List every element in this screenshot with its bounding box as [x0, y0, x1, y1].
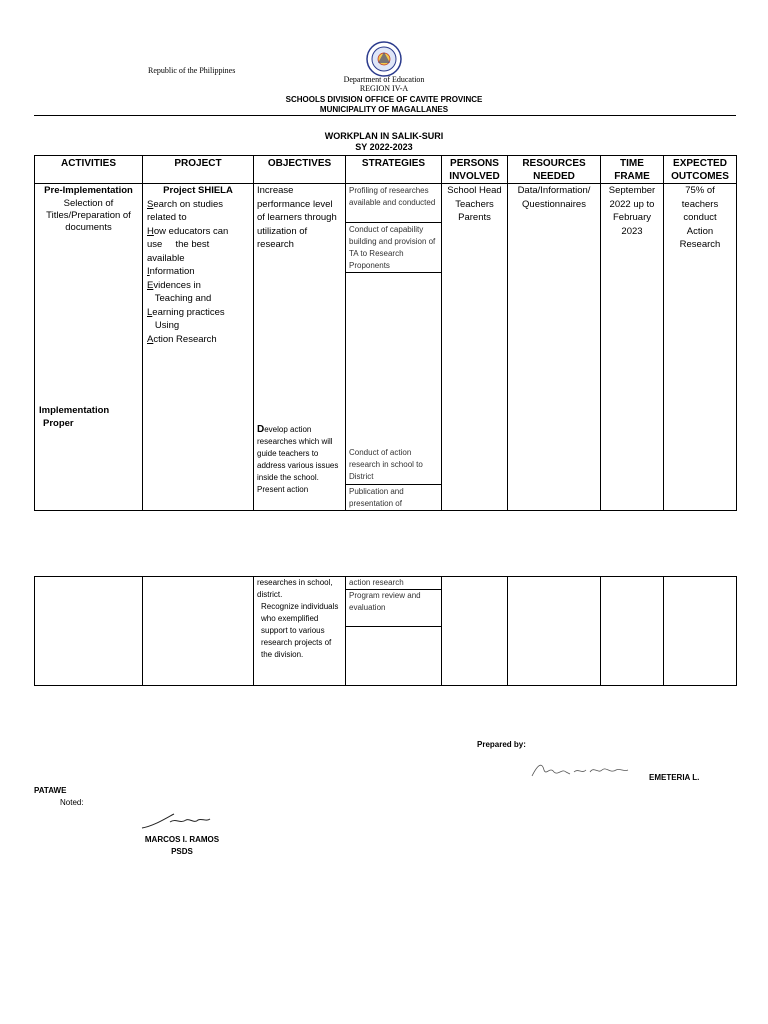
outcome-line: Research [679, 239, 721, 250]
republic-text: Republic of the Philippines [148, 66, 236, 75]
project-line [147, 225, 253, 239]
objective-continued: researches in school, district. [257, 578, 333, 599]
pre-implementation-desc: Selection of Titles/Preparation of documents [46, 197, 131, 233]
col-activities: ACTIVITIES [35, 156, 143, 184]
col-expected: EXPECTED OUTCOMES [664, 156, 737, 184]
person-parents: Parents [458, 212, 491, 223]
time-line: February [612, 212, 651, 223]
pre-implementation-label: Pre-Implementation [44, 185, 133, 196]
col-strategies: STRATEGIES [346, 156, 442, 184]
project-line [147, 198, 253, 212]
outcome-line: Action [686, 225, 714, 237]
project-line [147, 292, 253, 306]
time-line: September [608, 185, 656, 196]
acronym-initial: L [147, 306, 153, 318]
workplan-table-continued [34, 576, 737, 686]
strategy-review: Program review and evaluation [346, 590, 441, 627]
acronym-initial: A [147, 333, 154, 345]
project-cell [143, 184, 254, 511]
project-line-text: vidences in [153, 279, 201, 291]
project-line [147, 238, 253, 252]
expected-outcomes-cell [664, 184, 737, 511]
acronym-initial: H [147, 225, 154, 237]
objective-recognize: Recognize individuals who exemplified support to various research projects of the division. [261, 602, 339, 659]
project-line-text: related to [147, 212, 187, 223]
objectives-cell [254, 184, 346, 511]
col-objectives: OBJECTIVES [254, 156, 346, 184]
noted-label: Noted: [60, 798, 84, 807]
strategy-2: Conduct of capability building and provision of TA to Research Proponents [346, 223, 441, 273]
preparer-signature [528, 758, 630, 782]
implementation-proper-label: Proper [43, 418, 74, 429]
prepared-by-label: Prepared by: [477, 740, 526, 749]
project-title: Project SHIELA [163, 185, 233, 196]
project-line [147, 306, 253, 320]
municipality-text: MUNICIPALITY OF MAGALLANES [319, 104, 449, 114]
strategies-cell [346, 184, 442, 511]
project-line [147, 265, 253, 279]
department-text: Department of Education [343, 75, 425, 84]
col-resources: RESOURCES NEEDED [508, 156, 601, 184]
outcome-line: teachers [681, 198, 719, 210]
acronym-initial: E [147, 279, 154, 291]
strategy-continued: action research [346, 577, 441, 590]
strategy-3: Conduct of action research in school to District [349, 448, 423, 481]
project-line [147, 279, 253, 293]
col-time-frame: TIME FRAME [601, 156, 664, 184]
project-line-text: earning practices [152, 306, 225, 318]
project-line [147, 252, 253, 266]
strategies-cell-continued [346, 577, 442, 686]
acronym-initial: I [147, 266, 150, 277]
time-frame-cell-continued [601, 577, 664, 686]
project-line [147, 333, 253, 347]
project-line-text: earch on studies [153, 198, 224, 210]
resource-questionnaires: Questionnaires [522, 198, 586, 210]
persons-cell [442, 184, 508, 511]
time-line: 2023 [621, 225, 643, 237]
strategy-4: Publication and presentation of [346, 484, 441, 511]
preparer-last-name: PATAWE [34, 786, 67, 795]
time-line: 2022 up to [609, 198, 655, 210]
project-line-text: use the best [147, 239, 210, 250]
implementation-label: Implementation [39, 405, 110, 416]
noter-title: PSDS [171, 847, 193, 856]
objectives-cell-continued [254, 577, 346, 686]
project-line-text: ow educators can [153, 225, 229, 237]
workplan-title: WORKPLAN IN SALIK-SURI [324, 131, 444, 141]
school-year: SY 2022-2023 [355, 142, 413, 152]
person-teachers: Teachers [455, 198, 494, 210]
project-line [147, 211, 253, 225]
noter-name: MARCOS I. RAMOS [144, 835, 220, 844]
header-divider [34, 115, 736, 116]
project-line-text: available [147, 252, 185, 264]
resources-cell [508, 184, 601, 511]
project-cell-continued [143, 577, 254, 686]
deped-seal-icon [366, 41, 402, 77]
resources-cell-continued [508, 577, 601, 686]
workplan-table [34, 155, 737, 511]
project-line-text: Teaching and [147, 293, 212, 304]
strategy-1: Profiling of researches available and conducted [346, 184, 441, 223]
noter-signature [140, 810, 214, 832]
project-line-text: Using [147, 320, 180, 331]
activities-cell-continued [35, 577, 143, 686]
activities-cell [35, 184, 143, 511]
preparer-first-name: EMETERIA L. [649, 773, 700, 782]
person-school-head: School Head [447, 185, 502, 196]
outcome-line: 75% of [685, 185, 715, 196]
col-project: PROJECT [143, 156, 254, 184]
objective-2: Develop action researches which will guide teachers to address various issues inside the school. Present action [257, 424, 343, 496]
objective-3: Present action [257, 485, 309, 494]
acronym-initial: S [147, 198, 154, 210]
persons-cell-continued [442, 577, 508, 686]
time-frame-cell [601, 184, 664, 511]
expected-outcomes-cell-continued [664, 577, 737, 686]
project-line [147, 319, 253, 333]
division-text: SCHOOLS DIVISION OFFICE OF CAVITE PROVINCE [285, 95, 483, 104]
project-line-text: nformation [149, 266, 195, 277]
resource-data: Data/Information/ [517, 185, 591, 196]
region-text: REGION IV-A [359, 84, 409, 93]
project-acronym-list [143, 198, 253, 347]
project-line-text: ction Research [153, 333, 217, 345]
objective-1: Increase performance level of learners through utilization of research [257, 185, 337, 250]
col-persons: PERSONS INVOLVED [442, 156, 508, 184]
outcome-line: conduct [683, 212, 717, 223]
